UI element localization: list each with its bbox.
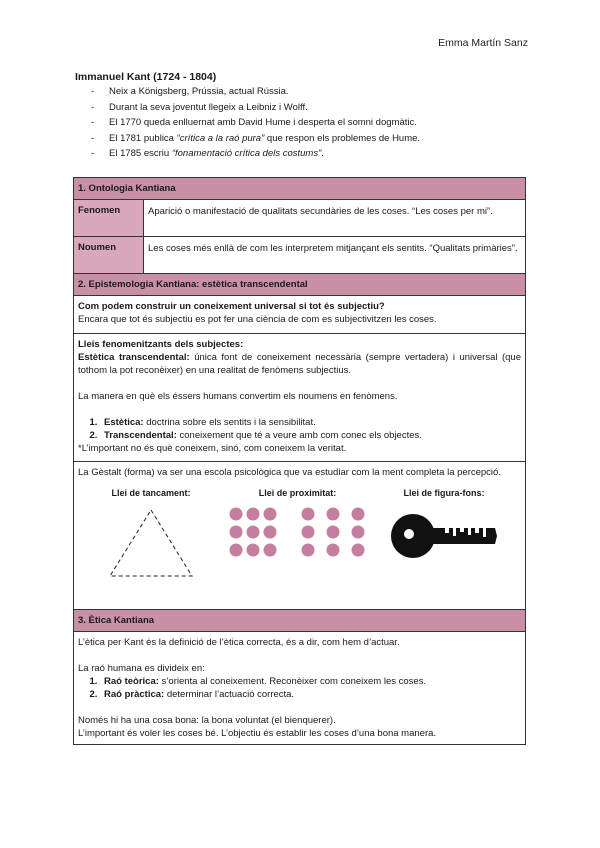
intro-item: - El 1785 escriu “fonamentació crítica dels costums”.	[91, 146, 525, 162]
figure-label-figure-ground: Llei de figura-fons:	[403, 488, 485, 498]
figure-label-closure: Llei de tancament:	[111, 488, 191, 498]
figure-figure-ground	[379, 487, 509, 580]
question-box	[74, 296, 525, 334]
reason-text: La raó humana es divideix en:	[78, 663, 205, 674]
intro-section	[75, 71, 525, 162]
definition-noumen: Les coses més enllà de com les interpretem mitjançant els sentits. “Qualitats primàries”.	[148, 243, 518, 254]
laws-box	[74, 334, 525, 462]
aesthetic-list	[78, 416, 521, 442]
gestalt-figures	[78, 487, 521, 580]
ethics-box	[74, 632, 525, 744]
author-name: Emma Martín Sanz	[438, 37, 528, 49]
section-ethics-header: 3. Ètica Kantiana	[74, 610, 525, 632]
note-text: *L’important no és què coneixem, sinó, com coneixem la veritat.	[78, 443, 347, 454]
question-text: Com podem construir un coneixement universal si tot és subjectiu?	[78, 301, 385, 312]
definition-row-fenomen	[74, 200, 525, 237]
dot-grid-icon	[228, 506, 368, 566]
intro-item: - El 1781 publica “crítica a la raó pura” que respon els problemes de Hume.	[91, 131, 525, 147]
figure-label-proximity: Llei de proximitat:	[258, 488, 337, 498]
term-fenomen: Fenomen	[74, 200, 144, 236]
reason-list	[78, 675, 521, 701]
list-item: 1. Raó teòrica: s’orienta al coneixement. Reconèixer com coneixem les coses.	[100, 675, 521, 688]
definition-fenomen: Aparició o manifestació de qualitats secundàries de les coses. “Les coses per mi”.	[148, 206, 493, 217]
figure-proximity	[233, 487, 363, 580]
section-epistemology-header: 2. Epistemologia Kantiana: estètica transcendental	[74, 274, 525, 296]
intro-item: - Neix a Königsberg, Prússia, actual Rússia.	[91, 84, 525, 100]
intro-item: - Durant la seva joventut llegeix a Leibniz i Wolff.	[91, 100, 525, 116]
dashed-triangle-icon	[106, 506, 196, 580]
content-table	[73, 177, 526, 745]
intro-title: Immanuel Kant (1724 - 1804)	[75, 71, 217, 83]
aesthetic-definition: Estètica transcendental: única font de coneixement necessària (sempre vertadera) i universal (que tothom la pot reconèixer) en una realitat de fenòmens subjectius.	[78, 352, 521, 376]
intro-item: - El 1770 queda enlluernat amb David Hume i desperta el somni dogmàtic.	[91, 115, 525, 131]
list-item: 2. Transcendental: coneixement que té a veure amb com conec els objectes.	[100, 429, 521, 442]
definition-row-noumen	[74, 237, 525, 274]
term-noumen: Noumen	[74, 237, 144, 273]
intro-list	[75, 84, 525, 162]
list-item: 2. Raó pràctica: determinar l’actuació correcta.	[100, 688, 521, 701]
section-ontology-header: 1. Ontologia Kantiana	[74, 178, 525, 200]
list-item: 1. Estètica: doctrina sobre els sentits i la sensibilitat.	[100, 416, 521, 429]
manner-text: La manera en què els éssers humans convertim els noumens en fenòmens.	[78, 391, 398, 402]
important-text: L’important és voler les coses bé. L’objectiu és establir les coses d’una bona manera.	[78, 728, 437, 739]
key-icon	[389, 506, 499, 566]
figure-closure	[86, 487, 216, 580]
answer-text: Encara que tot és subjectiu es pot fer una ciència de com es subjectivitzen les coses.	[78, 314, 437, 325]
laws-title: Lleis fenomenitzants dels subjectes:	[78, 339, 244, 350]
gestalt-text: La Gèstalt (forma) va ser una escola psicològica que va estudiar com la ment completa la percepció.	[78, 467, 501, 478]
gestalt-box	[74, 462, 525, 610]
ethics-intro: L’ètica per Kant és la definició de l’ètica correcta, és a dir, com hem d’actuar.	[78, 637, 400, 648]
good-will-text: Només hi ha una cosa bona: la bona voluntat (el bienquerer).	[78, 715, 336, 726]
